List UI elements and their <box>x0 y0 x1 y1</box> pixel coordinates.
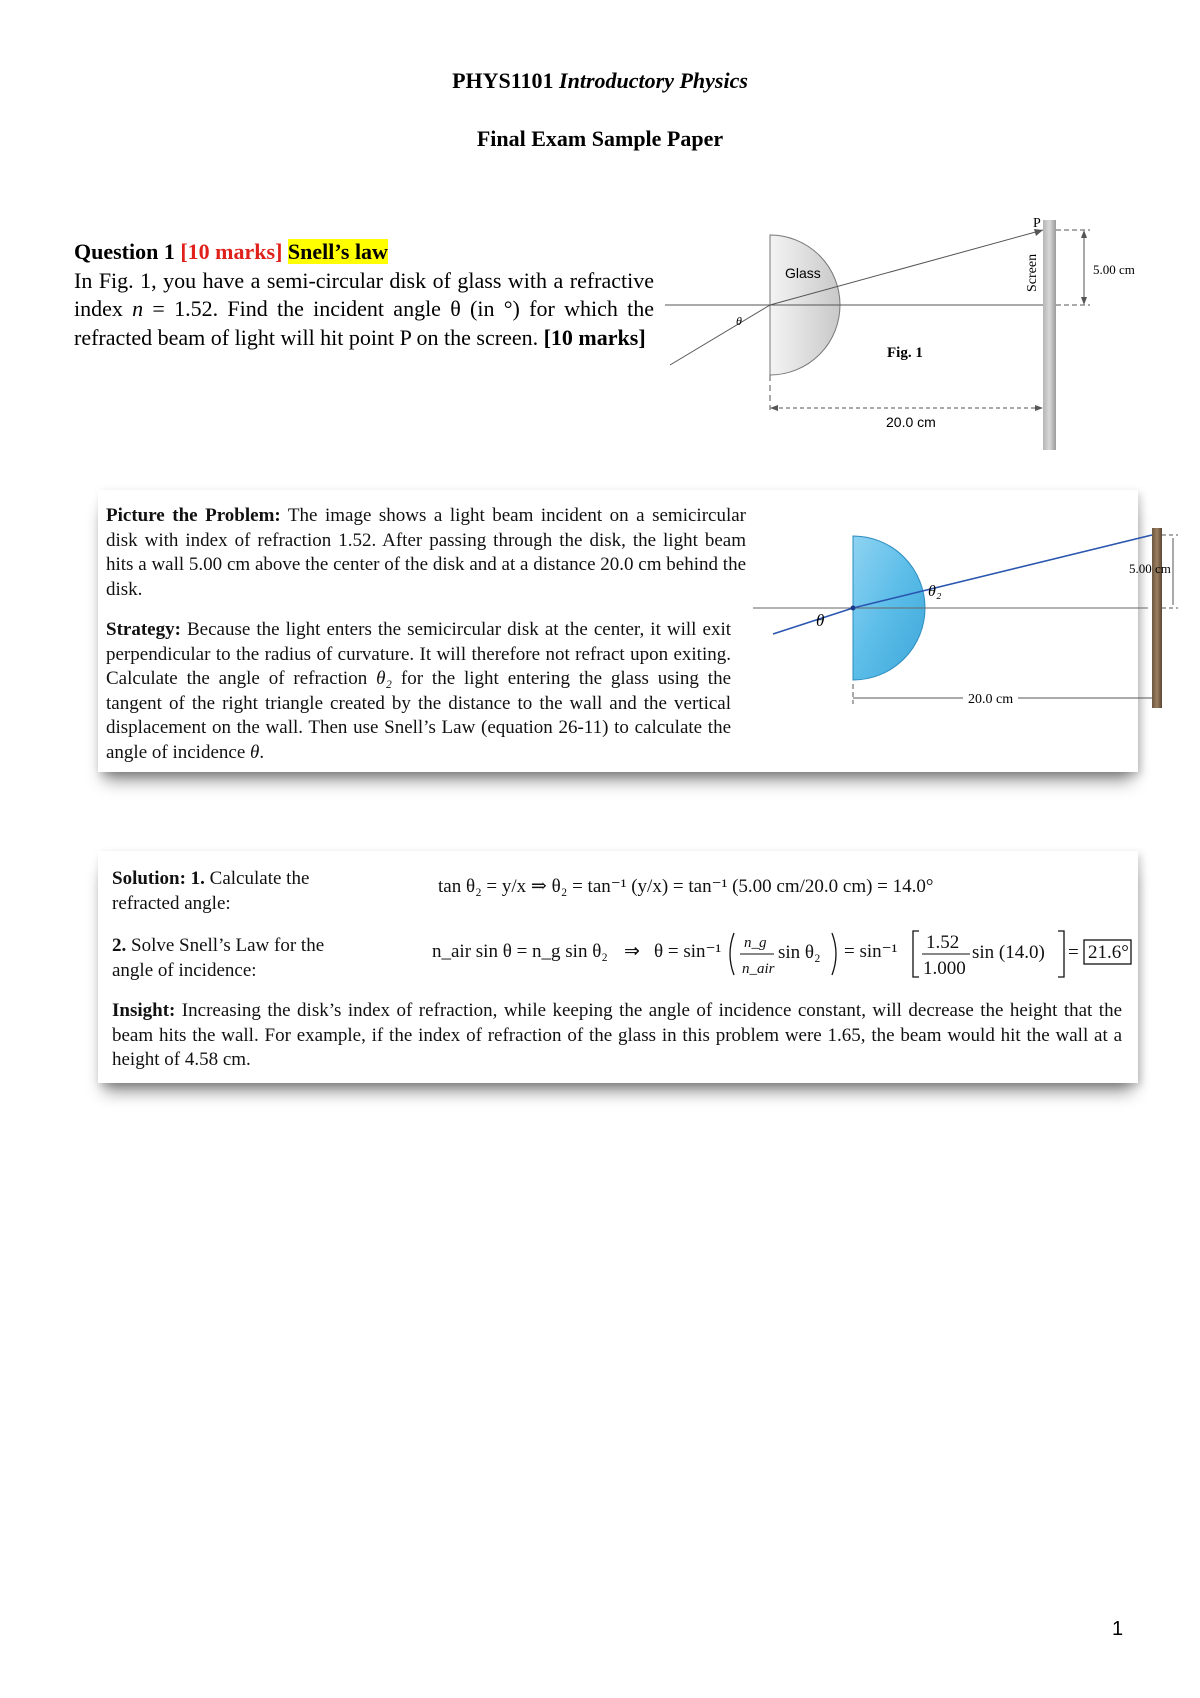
strategy-theta: θ <box>250 741 260 763</box>
insight <box>112 999 1122 1073</box>
step1-text: Calculate the refracted angle: <box>112 868 310 914</box>
eq2-lhs: n_air sin θ = n_g sin θ₂ <box>432 941 608 962</box>
n-symbol: n <box>132 296 144 321</box>
step2-heading: 2. <box>112 935 127 956</box>
strategy-text-2: for the light entering the glass using the tangent of the right triangle created by the distance to the wall and the vertical displacement on the wall. Then use Snell’s Law (equation 26-11) to calculate the angle of incidence <box>106 668 732 763</box>
wall <box>1152 528 1162 708</box>
page-number: 1 <box>1112 1618 1124 1640</box>
solution-step-1 <box>112 867 352 916</box>
question-body-1: In Fig. 1, you have a semi-circular disk of glass with a refractive index <box>74 267 654 321</box>
eq2-frac-den: n_air <box>742 961 775 977</box>
theta-label: θ <box>736 314 742 328</box>
eq2-result: 21.6° <box>1088 942 1129 963</box>
height-label: 5.00 cm <box>1093 262 1135 277</box>
strategy-text-1: Because the light enters the semicircular disk at the center, it will exit perpendicular to the radius of curvature. It will therefore not refract upon exiting. Calculate the angle of refraction <box>106 619 731 689</box>
figure-1 <box>660 210 1140 450</box>
eq2-frac-num: n_g <box>744 935 767 951</box>
eq2-equals: = <box>1068 942 1079 963</box>
eq2-eq-sin: = sin⁻¹ <box>844 941 898 962</box>
course-title <box>0 68 1200 94</box>
distance-label: 20.0 cm <box>886 414 936 430</box>
point-p-label: P <box>1033 216 1041 231</box>
figure-2 <box>753 498 1171 708</box>
incident-ray-2 <box>773 608 853 634</box>
eq2-sin-val: sin (14.0) <box>972 942 1045 963</box>
screen-wall <box>1043 220 1056 450</box>
insight-text: Increasing the disk’s index of refraction, while keeping the angle of incidence constant, will decrease the height that the beam hits the wall. For example, if the index of refraction of the glass in this problem were 1.65, the beam would hit the wall at a height of 4.58 cm. <box>112 1000 1122 1070</box>
question-body-2: = 1.52. Find the incident angle θ (in °) for which the refracted beam of light will hit point P on the screen. <box>74 296 654 350</box>
eq2-sin-theta2: sin θ₂ <box>778 942 821 963</box>
eq2-num-val: 1.52 <box>926 932 960 953</box>
glass-label: Glass <box>785 265 821 281</box>
picture-heading: Picture the Problem: <box>106 505 281 526</box>
figure-caption: Fig. 1 <box>887 345 923 361</box>
strategy <box>106 618 731 765</box>
question-topic: Snell’s law <box>287 239 388 264</box>
question-label: Question 1 <box>74 239 175 264</box>
equation-2 <box>432 921 1132 983</box>
solution-card-2 <box>98 851 1138 1083</box>
eq2-den-val: 1.000 <box>923 958 966 979</box>
question-1 <box>74 238 654 352</box>
strategy-text-3: . <box>259 741 265 763</box>
insight-heading: Insight: <box>112 1000 176 1021</box>
step1-heading: Solution: 1. <box>112 868 205 889</box>
exam-subtitle: Final Exam Sample Paper <box>476 126 724 151</box>
eq2-arrow: ⇒ <box>624 941 640 962</box>
equation-1: tan θ₂ = y/x ⇒ θ₂ = tan⁻¹ (y/x) = tan⁻¹ (5.00 cm/20.0 cm) = 14.0° <box>438 876 934 897</box>
theta-label-2: θ <box>816 611 825 630</box>
height-label-2: 5.00 cm <box>1129 561 1171 576</box>
distance-label-2: 20.0 cm <box>968 692 1014 707</box>
solution-step-2 <box>112 934 352 983</box>
strategy-heading: Strategy: <box>106 619 181 640</box>
eq2-mid: θ = sin⁻¹ <box>654 941 722 962</box>
theta2-label: θ₂ <box>928 583 942 600</box>
course-name: Introductory Physics <box>559 68 748 93</box>
question-marks-end: [10 marks] <box>543 324 646 350</box>
solution-card-1 <box>98 490 1171 772</box>
step2-text: Solve Snell’s Law for the angle of incidence: <box>112 935 325 981</box>
question-marks-tag: [10 marks] <box>180 239 283 264</box>
incident-ray <box>670 305 770 365</box>
picture-the-problem <box>106 504 746 602</box>
screen-label: Screen <box>1025 253 1040 292</box>
strategy-theta2: θ₂ <box>376 668 393 689</box>
course-code: PHYS1101 <box>452 68 554 93</box>
picture-text: The image shows a light beam incident on a semicircular disk with index of refraction 1.52. After passing through the disk, the light beam hits a wall 5.00 cm above the center of the disk and at a distance 20.0 cm behind the disk. <box>106 505 746 600</box>
